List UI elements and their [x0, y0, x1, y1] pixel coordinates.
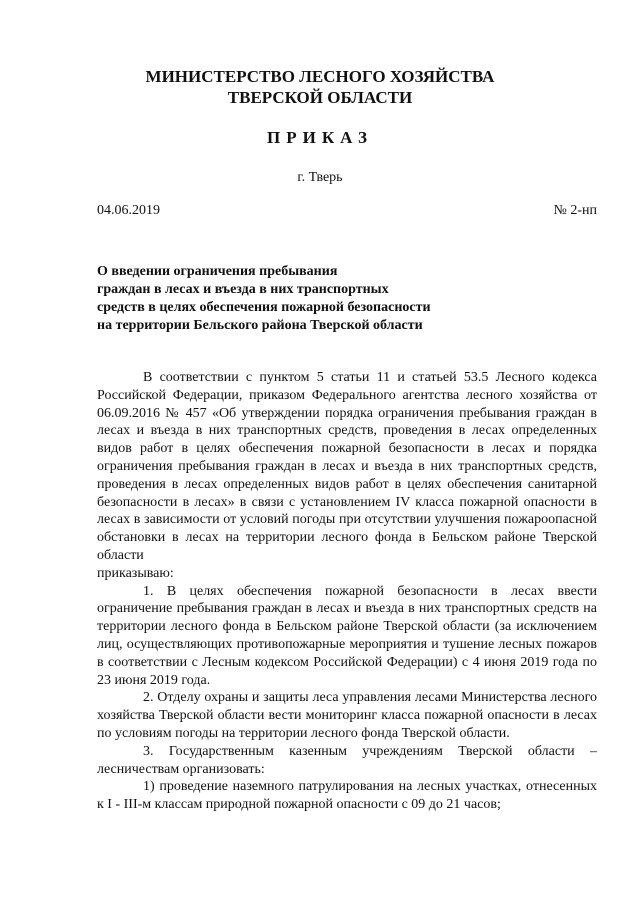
subject-line3: средств в целях обеспечения пожарной безопасности	[97, 300, 431, 315]
item-2-paragraph: 2. Отделу охраны и защиты леса управления лесами Министерства лесного хозяйства Тверской области вести мониторинг класса пожарной опасности в лесах по условиям погоды на территории лесного фонда Тверской области.	[97, 690, 597, 741]
order-word: приказываю:	[97, 565, 174, 581]
document-body	[97, 369, 597, 814]
subject-line2: граждан в лесах и въезда в них транспортных	[97, 282, 389, 297]
ministry-name-line1: МИНИСТЕРСТВО ЛЕСНОГО ХОЗЯЙСТВА	[145, 67, 495, 86]
document-number: № 2-нп	[553, 203, 597, 218]
item-3-1-paragraph: 1) проведение наземного патрулирования на лесных участках, отнесенных к I - III-м классам природной пожарной опасности с 09 до 21 часов;	[97, 779, 597, 813]
ministry-name-line2: ТВЕРСКОЙ ОБЛАСТИ	[227, 88, 413, 107]
subject-line1: О введении ограничения пребывания	[97, 264, 338, 279]
document-type: ПРИКАЗ	[267, 128, 373, 147]
document-subject	[97, 263, 517, 335]
preamble-paragraph: В соответствии с пунктом 5 статьи 11 и статьей 53.5 Лесного кодекса Российской Федерации, приказом Федерального агентства лесного хозяйства от 06.09.2016 № 457 «Об утверждении порядка ограничения пребывания граждан в лесах и въезда в них транспортных средств, проведения в лесах определенных видов работ в целях обеспечения пожарной безопасности в лесах и порядка ограничения пребывания граждан в лесах и въезда в них транспортных средств, проведения в лесах определенных видов работ в целях обеспечения санитарной безопасности в лесах» в связи с установлением IV класса пожарной опасности в лесах в зависимости от условий погоды при отсутствии улучшения пожароопасной обстановки в лесах на территории лесного фонда в Бельском районе Тверской области	[97, 370, 597, 563]
document-city: г. Тверь	[297, 170, 343, 185]
subject-line4: на территории Бельского района Тверской области	[97, 318, 423, 333]
ministry-name	[0, 66, 640, 108]
item-3-paragraph: 3. Государственным казенным учреждениям Тверской области – лесничествам организовать:	[97, 743, 597, 777]
item-1-paragraph: 1. В целях обеспечения пожарной безопасности в лесах ввести ограничение пребывания граждан в лесах и въезда в них транспортных средств на территории лесного фонда в Бельском районе Тверской области (за исключением лиц, осуществляющих противопожарные мероприятия и тушение лесных пожаров в соответствии с Лесным кодексом Российской Федерации) с 4 июня 2019 года по 23 июня 2019 года.	[97, 583, 597, 688]
document-date: 04.06.2019	[97, 203, 160, 218]
